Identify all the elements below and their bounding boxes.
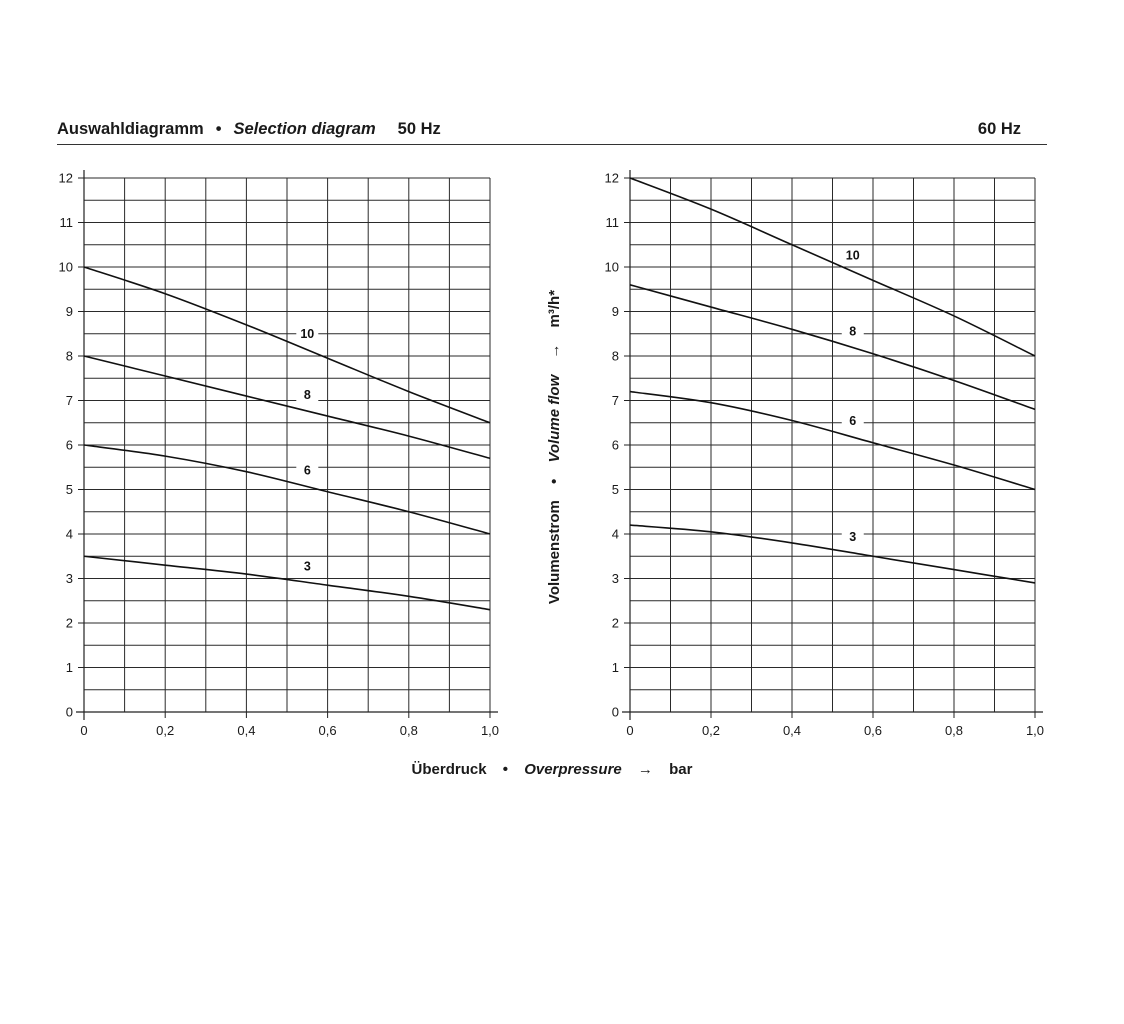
y-tick-label: 0 (65, 704, 73, 720)
x-tick-label: 0,4 (237, 723, 256, 738)
chart-50hz (59, 170, 500, 738)
series-label-6: 6 (303, 463, 311, 478)
title-en: Selection diagram (233, 120, 376, 138)
x-axis-label-de: Überdruck (411, 761, 487, 778)
x-tick-label: 1,0 (1025, 723, 1045, 738)
y-tick-label: 0 (611, 704, 619, 720)
series-label-10: 10 (845, 248, 860, 263)
y-tick-label: 7 (611, 393, 619, 408)
title-de: Auswahldiagramm (57, 120, 204, 138)
right-frequency: 60 Hz (977, 120, 1021, 138)
left-frequency: 50 Hz (397, 120, 441, 138)
y-tick-label: 6 (611, 437, 619, 453)
y-tick-label: 6 (65, 437, 73, 453)
y-axis-label (546, 290, 563, 604)
y-tick-label: 4 (65, 526, 73, 542)
y-tick-label: 5 (611, 482, 619, 497)
title-separator: • (215, 120, 222, 138)
x-tick-label: 0,2 (701, 723, 721, 738)
y-axis-label-arrow: → (546, 343, 563, 359)
y-tick-label: 11 (59, 215, 73, 230)
x-tick-label: 1,0 (480, 723, 500, 738)
y-tick-label: 10 (604, 259, 619, 275)
y-tick-label: 4 (611, 526, 619, 542)
x-axis-label-arrow: → (637, 761, 653, 778)
y-axis-label-en: Volume flow (546, 374, 563, 463)
x-axis-label (412, 761, 693, 778)
y-tick-label: 1 (611, 660, 619, 675)
y-tick-label: 12 (58, 170, 73, 186)
x-tick-label: 0,8 (944, 723, 964, 738)
x-tick-label: 0,6 (863, 723, 883, 738)
series-label-10: 10 (300, 326, 315, 341)
x-tick-label: 0,2 (156, 723, 175, 738)
y-tick-label: 3 (65, 571, 73, 586)
x-axis-label-unit: bar (669, 761, 693, 778)
y-tick-label: 7 (65, 393, 73, 408)
x-tick-label: 0,4 (782, 723, 802, 738)
series-label-3: 3 (303, 559, 311, 574)
series-label-8: 8 (849, 324, 857, 339)
chart-60hz (605, 170, 1045, 738)
y-tick-label: 9 (611, 304, 619, 319)
y-tick-label: 8 (65, 348, 73, 364)
y-tick-label: 3 (611, 571, 619, 586)
y-axis-label-sep: • (546, 478, 563, 484)
series-label-6: 6 (849, 414, 857, 429)
y-tick-label: 9 (65, 304, 73, 319)
y-axis-label-de: Volumenstrom (546, 500, 563, 605)
series-label-3: 3 (849, 529, 857, 544)
y-tick-label: 1 (65, 660, 73, 675)
series-label-8: 8 (303, 388, 311, 403)
y-tick-label: 11 (605, 215, 619, 230)
x-axis-label-en: Overpressure (524, 761, 622, 778)
y-tick-label: 8 (611, 348, 619, 364)
y-tick-label: 5 (65, 482, 73, 497)
x-axis-label-sep: • (502, 761, 509, 778)
x-tick-label: 0,6 (318, 723, 337, 738)
x-tick-label: 0 (80, 723, 88, 738)
y-tick-label: 10 (58, 259, 73, 275)
y-axis-label-unit: m³/h* (546, 289, 563, 328)
x-tick-label: 0 (626, 723, 634, 738)
y-tick-label: 2 (611, 615, 619, 631)
y-tick-label: 12 (604, 170, 619, 186)
y-tick-label: 2 (65, 615, 73, 631)
x-tick-label: 0,8 (399, 723, 418, 738)
